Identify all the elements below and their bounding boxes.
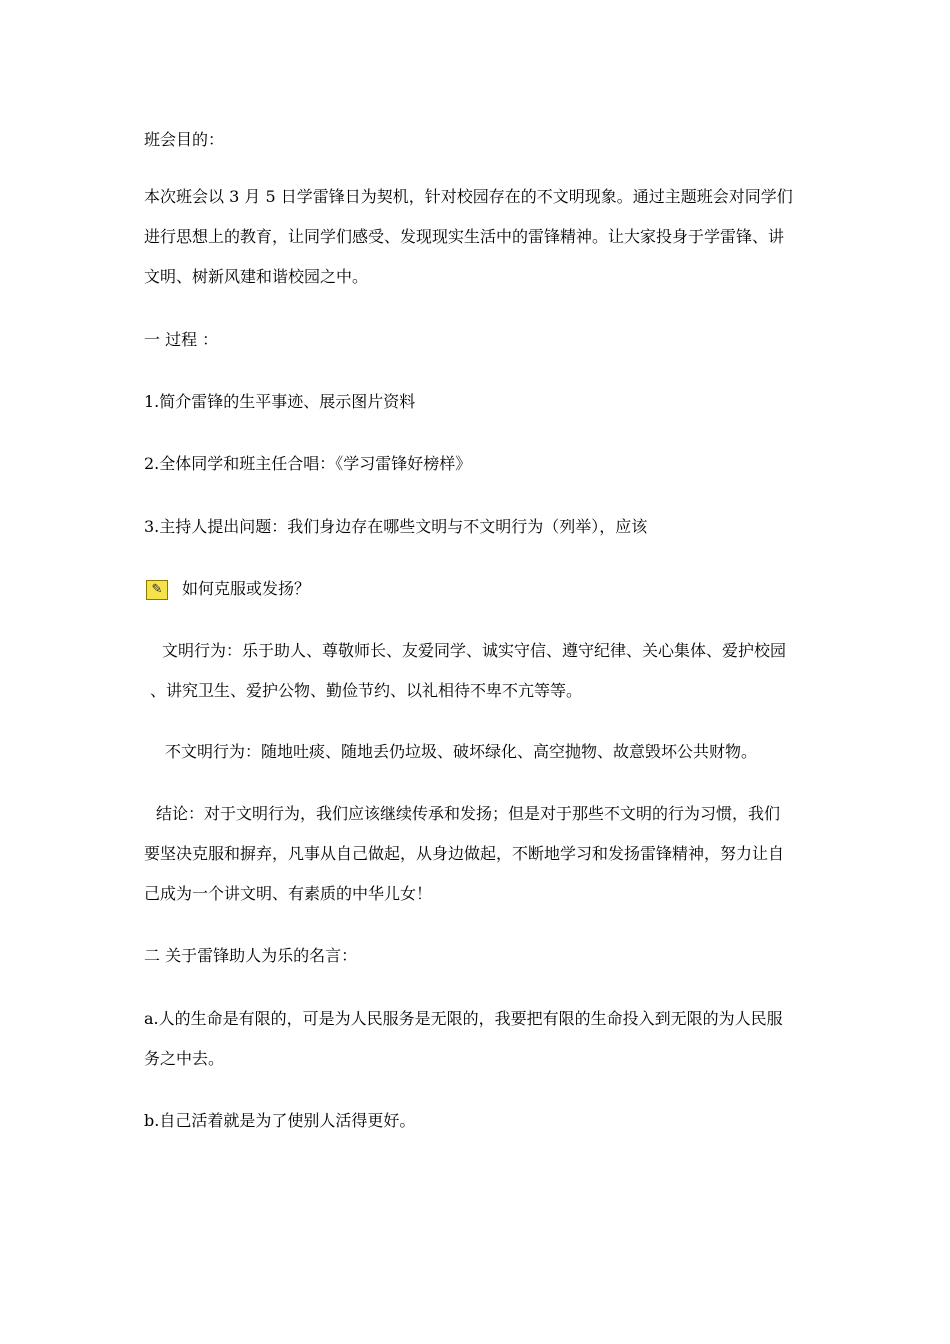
purpose-line-2: 进行思想上的教育，让同学们感受、发现现实生活中的雷锋精神。让大家投身于学雷锋、讲 xyxy=(144,227,785,246)
heading-process: 一 过程 ： xyxy=(144,330,219,349)
step-3-continuation xyxy=(146,573,812,605)
conclusion-line-1: 结论：对于文明行为，我们应该继续传承和发扬；但是对于那些不文明的行为习惯，我们 xyxy=(156,804,781,823)
heading-quotes: 二 关于雷锋助人为乐的名言： xyxy=(144,946,358,965)
uncivil-line: 不文明行为：随地吐痰、随地丢仍垃圾、破坏绿化、高空抛物、故意毁坏公共财物。 xyxy=(165,742,758,761)
civil-line-2: 、讲究卫生、爱护公物、勤俭节约、以礼相待不卑不亢等等。 xyxy=(150,681,583,700)
heading-purpose: 班会目的： xyxy=(144,130,225,149)
purpose-line-1: 本次班会以 3 月 5 日学雷锋日为契机，针对校园存在的不文明现象。通过主题班会对同学们 xyxy=(144,187,793,206)
step-3: 3.主持人提出问题：我们身边存在哪些文明与不文明行为（列举），应该 xyxy=(144,517,648,536)
quote-a-line-2: 务之中去。 xyxy=(144,1049,225,1068)
step-3-cont-text: 如何克服或发扬？ xyxy=(182,579,311,598)
purpose-line-3: 文明、树新风建和谐校园之中。 xyxy=(144,267,369,286)
civil-line-1: 文明行为：乐于助人、尊敬师长、友爱同学、诚实守信、遵守纪律、关心集体、爱护校园 xyxy=(162,641,787,660)
step-2: 2.全体同学和班主任合唱：《学习雷锋好榜样》 xyxy=(144,454,472,473)
quote-a-line-1: a.人的生命是有限的，可是为人民服务是无限的，我要把有限的生命投入到无限的为人民服 xyxy=(144,1009,783,1028)
conclusion-line-2: 要坚决克服和摒弃，凡事从自己做起，从身边做起，不断地学习和发扬雷锋精神，努力让自 xyxy=(144,844,785,863)
conclusion-line-3: 己成为一个讲文明、有素质的中华儿女！ xyxy=(144,884,433,903)
step-1: 1.简介雷锋的生平事迹、展示图片资料 xyxy=(144,392,416,411)
quote-b: b.自己活着就是为了使别人活得更好。 xyxy=(144,1111,416,1130)
edit-note-icon: ✎ xyxy=(146,580,168,600)
